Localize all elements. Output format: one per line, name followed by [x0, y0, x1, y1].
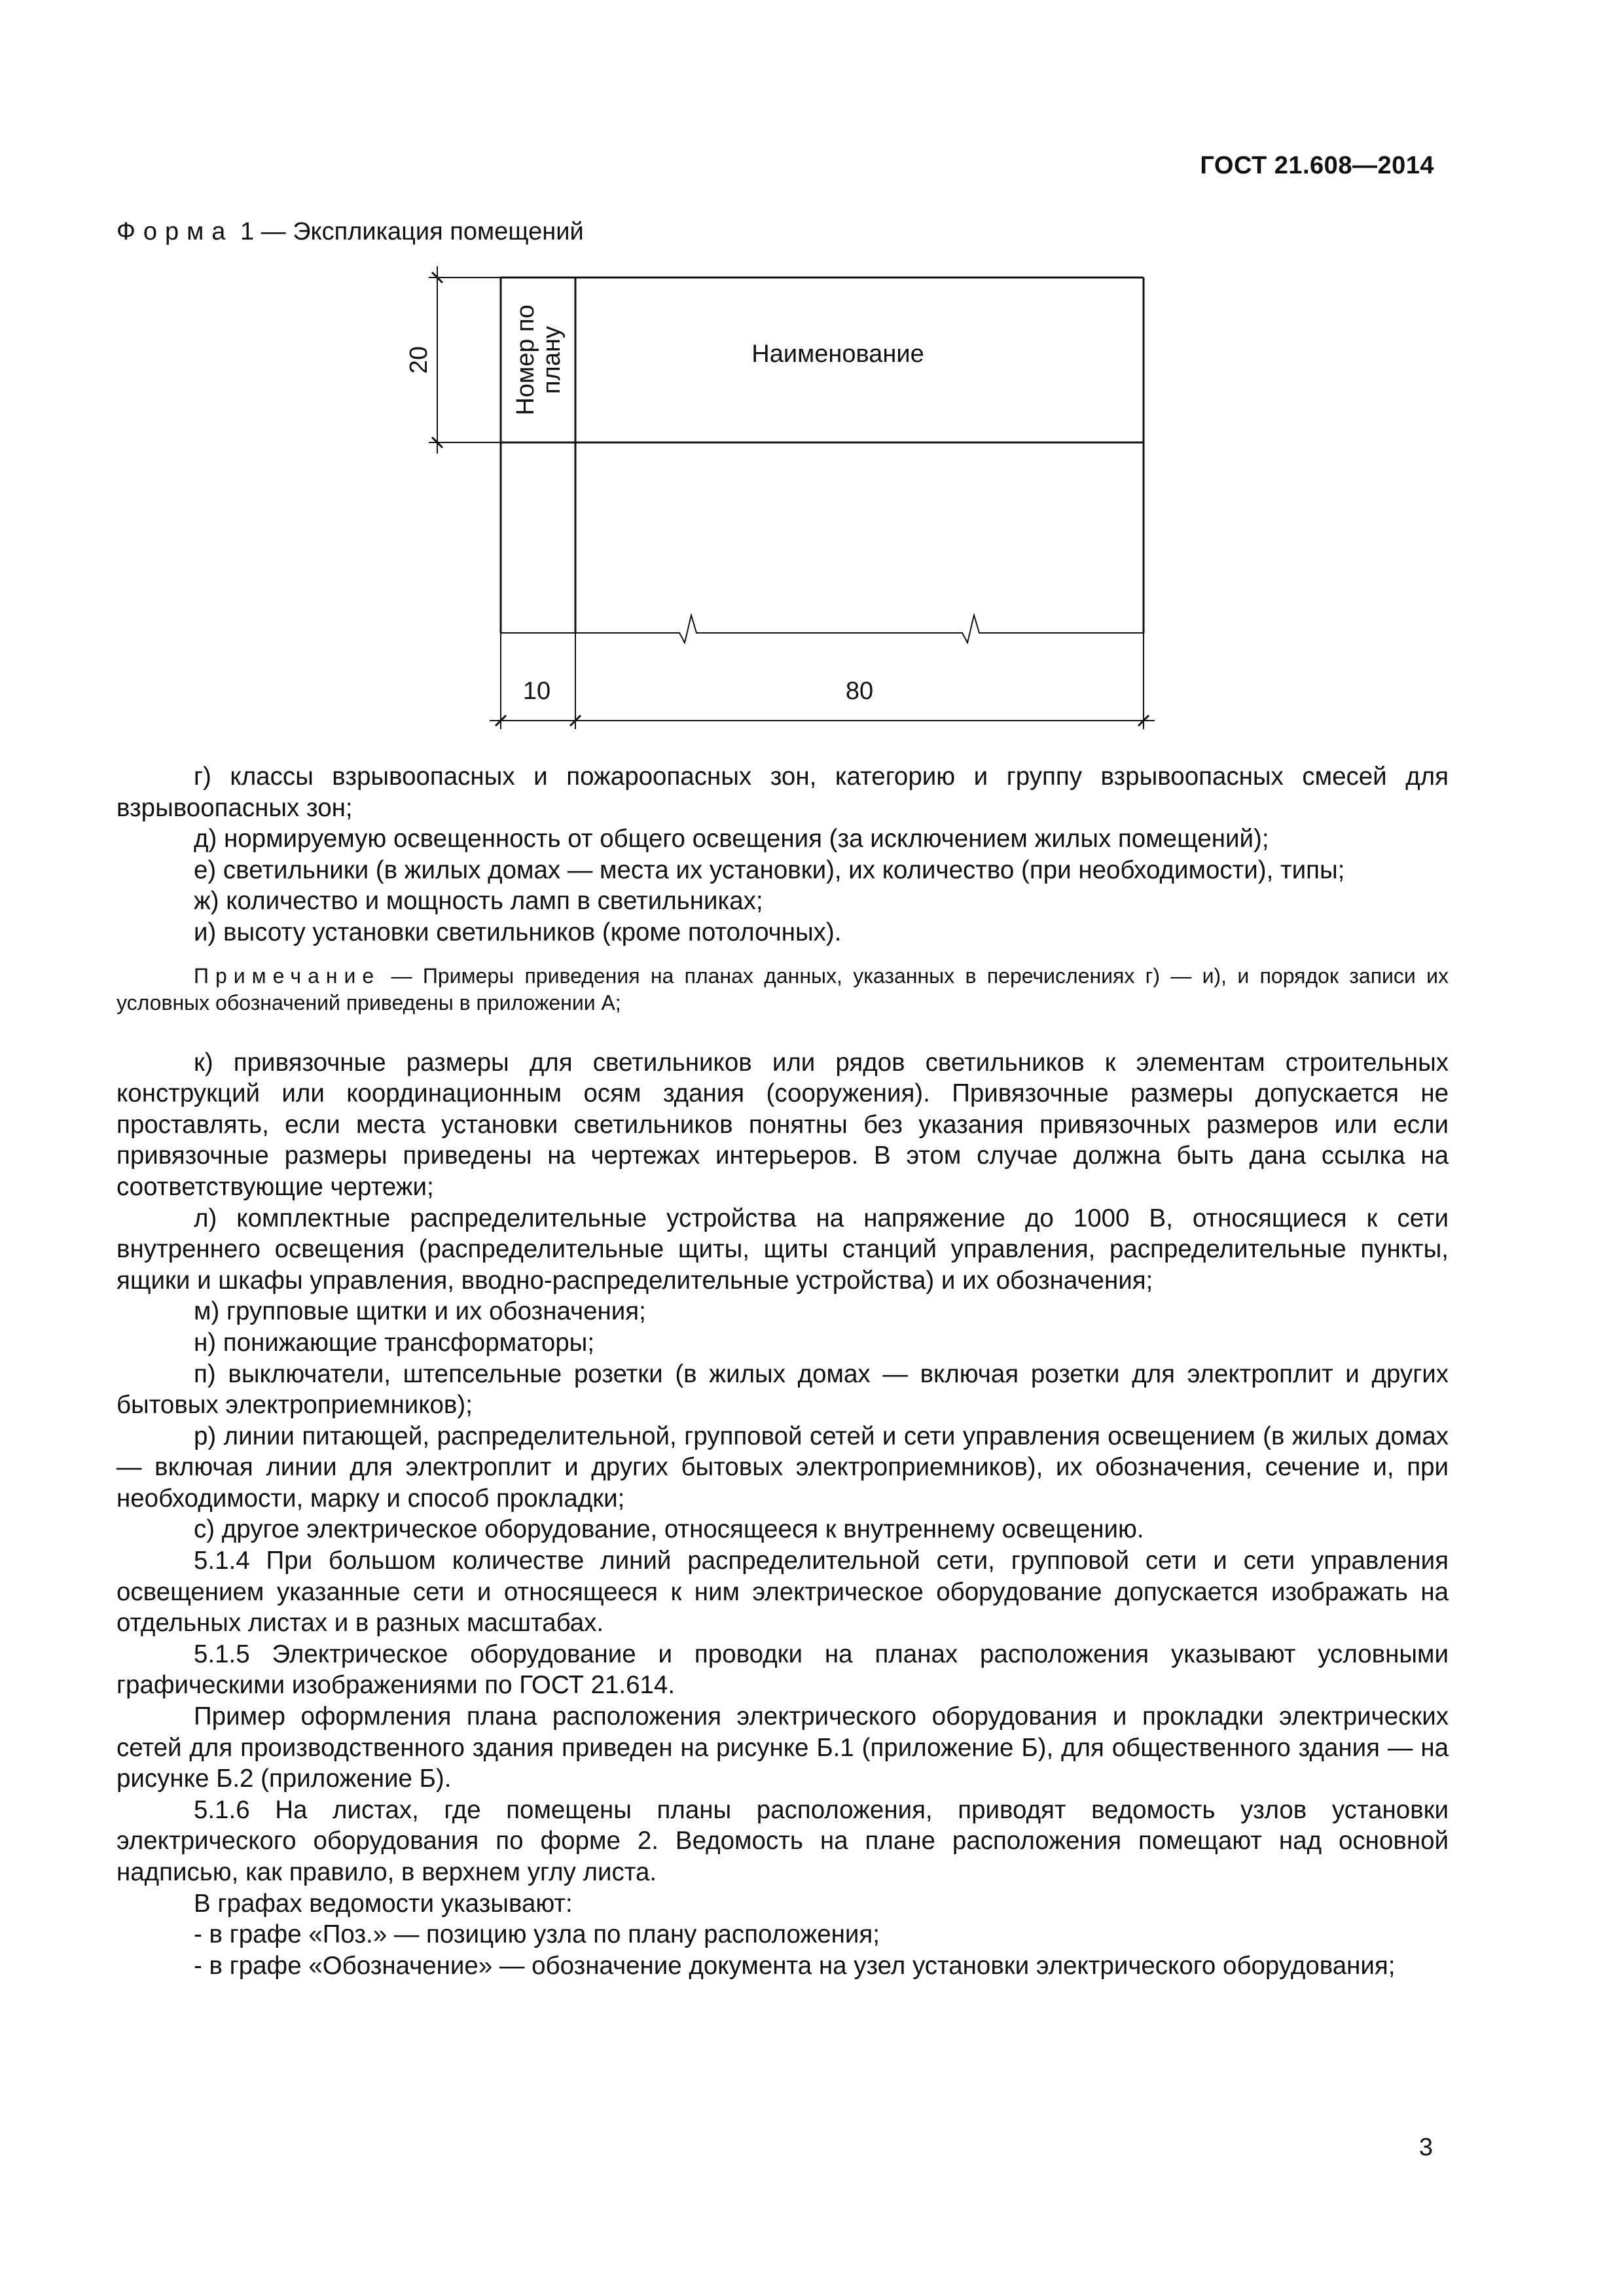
- dim-header-height-label: 20: [405, 346, 433, 374]
- list-item-i: и) высоту установки светильников (кроме потолочных).: [194, 918, 842, 946]
- example-paragraph: Пример оформления плана расположения электрического оборудования и прокладки электрических сетей для производственного здания приведен на рисунке Б.1 (приложение Б), для общественного здания — на рисунке Б.2 (приложение Б).: [117, 1702, 1449, 1793]
- column-oboz-item: - в графе «Обозначение» — обозначение документа на узел установки электрического оборудования;: [194, 1951, 1396, 1980]
- document-body: [117, 761, 1449, 1981]
- list-item-zh: ж) количество и мощность ламп в светильниках;: [194, 887, 763, 916]
- break-line: [501, 615, 1144, 643]
- list-item-m: м) групповые щитки и их обозначения;: [194, 1297, 646, 1326]
- column-poz-item: - в графе «Поз.» — позицию узла по плану расположения;: [194, 1920, 880, 1949]
- note-label: Примечание: [194, 963, 381, 988]
- list-item-n: н) понижающие трансформаторы;: [194, 1328, 595, 1357]
- list-item-g: г) классы взрывоопасных и пожароопасных зон, категорию и группу взрывоопасных смесей для взрывоопасных зон;: [117, 762, 1449, 822]
- list-item-k: к) привязочные размеры для светильников или рядов светильников к элементам строительных конструкций или координационным осям здания (сооружения). Привязочные размеры допускается не проставлять, если места установки светильников понятны без указания привязочных размеров или если привязочные размеры приведены на чертежах интерьеров. В этом случае должна быть дана ссылка на соответствующие чертежи;: [117, 1048, 1449, 1201]
- note-paragraph: [117, 963, 1449, 1016]
- page-number: 3: [1418, 2134, 1433, 2161]
- column-name-header: Наименование: [751, 340, 924, 368]
- column-number-header-line2: плану: [538, 326, 566, 394]
- note-text: — Примеры приведения на планах данных, указанных в перечислениях г) — и), и порядок записи их условных обозначений приведены в приложении А;: [117, 963, 1449, 1014]
- list-item-e: е) светильники (в жилых домах — места их установки), их количество (при необходимости), типы;: [194, 855, 1345, 884]
- columns-intro: В графах ведомости указывают:: [194, 1889, 573, 1918]
- room-explication-form-diagram: [0, 0, 1624, 740]
- list-item-p: п) выключатели, штепсельные розетки (в жилых домах — включая розетки для электроплит и других бытовых электроприемников);: [117, 1359, 1449, 1420]
- dim-col2-width-label: 80: [845, 677, 874, 705]
- clause-5-1-6: 5.1.6 На листах, где помещены планы расположения, приводят ведомость узлов установки электрического оборудования по форме 2. Ведомость на плане расположения помещают над основной надписью, как правило, в верхнем углу листа.: [117, 1795, 1449, 1886]
- clause-5-1-5: 5.1.5 Электрическое оборудование и проводки на планах расположения указывают условными графическими изображениями по ГОСТ 21.614.: [117, 1640, 1449, 1700]
- dim-col1-width-label: 10: [522, 677, 551, 705]
- column-number-header-line1: Номер по: [512, 304, 539, 416]
- list-item-s: с) другое электрическое оборудование, относящееся к внутреннему освещению.: [194, 1515, 1144, 1544]
- list-item-d: д) нормируемую освещенность от общего освещения (за исключением жилых помещений);: [194, 825, 1269, 853]
- form-label: Форма: [117, 218, 234, 245]
- list-item-l: л) комплектные распределительные устройства на напряжение до 1000 В, относящиеся к сети внутреннего освещения (распределительные щиты, щиты станций управления, распределительные пункты, ящики и шкафы управления, вводно-распределительные устройства) и их обозначения;: [117, 1204, 1449, 1295]
- list-item-r: р) линии питающей, распределительной, групповой сетей и сети управления освещением (в жилых домах — включая линии для электроплит и других бытовых электроприемников), их обозначения, сечение и, при необходимости, марку и способ прокладки;: [117, 1422, 1449, 1513]
- clause-5-1-4: 5.1.4 При большом количестве линий распределительной сети, групповой сети и сети управления освещением указанные сети и относящееся к ним электрическое оборудование допускается изображать на отдельных листах и в разных масштабах.: [117, 1547, 1449, 1638]
- form-caption: 1 — Экспликация помещений: [233, 218, 584, 245]
- document-standard-header: ГОСТ 21.608—2014: [1200, 152, 1434, 179]
